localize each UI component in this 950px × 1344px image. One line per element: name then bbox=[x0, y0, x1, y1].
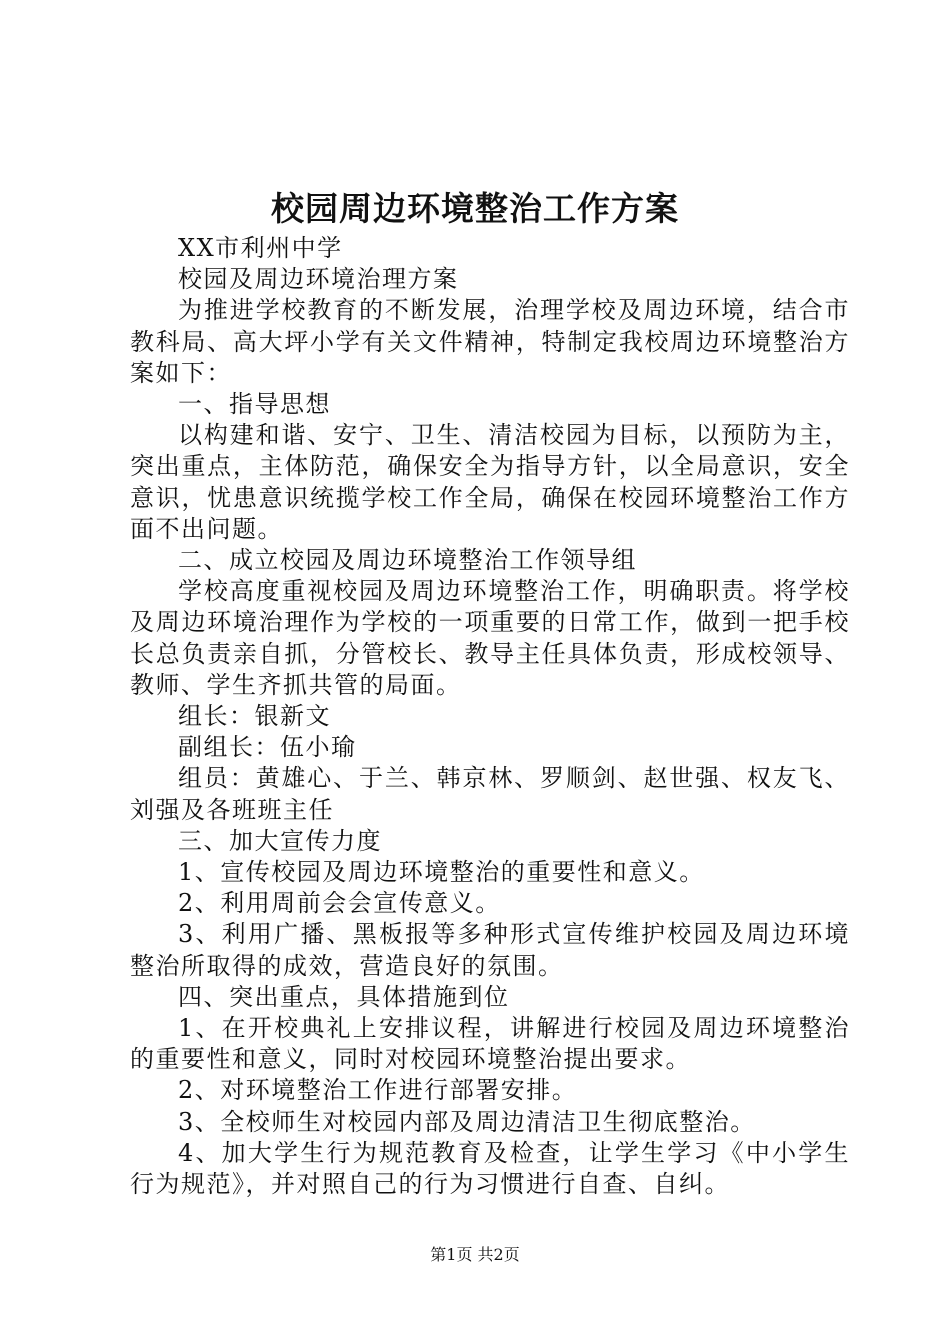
list-item: 3、利用广播、黑板报等多种形式宣传维护校园及周边环境整治所取得的成效，营造良好的氛围。 bbox=[130, 920, 850, 980]
paragraph-intro: 为推进学校教育的不断发展，治理学校及周边环境，结合市教科局、高大坪小学有关文件精神，特制定我校周边环境整治方案如下： bbox=[130, 296, 850, 387]
list-item: 2、利用周前会会宣传意义。 bbox=[178, 889, 501, 918]
page-footer: 第1页 共2页 bbox=[430, 1245, 520, 1264]
paragraph-school-name: XX市利州中学 bbox=[178, 234, 343, 262]
paragraph-section-1: 以构建和谐、安宁、卫生、清洁校园为目标，以预防为主，突出重点，主体防范，确保安全为指导方针，以全局意识，安全意识，忧患意识统揽学校工作全局，确保在校园环境整治工作方面不出问题。 bbox=[130, 421, 850, 543]
list-item: 4、加大学生行为规范教育及检查，让学生学习《中小学生行为规范》，并对照自己的行为习惯进行自查、自纠。 bbox=[130, 1138, 850, 1199]
paragraph-group-leader: 组长：银新文 bbox=[178, 702, 331, 731]
heading-section-4: 四、突出重点，具体措施到位 bbox=[178, 982, 510, 1011]
heading-section-2: 二、成立校园及周边环境整治工作领导组 bbox=[178, 546, 637, 575]
paragraph-section-2: 学校高度重视校园及周边环境整治工作，明确职责。将学校及周边环境治理作为学校的一项重要的日常工作，做到一把手校长总负责亲自抓，分管校长、教导主任具体负责，形成校领导、教师、学生齐抓共管的局面。 bbox=[130, 577, 850, 699]
paragraph-plan-name: 校园及周边环境治理方案 bbox=[178, 265, 459, 294]
document-title: 校园周边环境整治工作方案 bbox=[271, 189, 679, 228]
list-item: 1、在开校典礼上安排议程，讲解进行校园及周边环境整治的重要性和意义，同时对校园环境整治提出要求。 bbox=[130, 1014, 850, 1074]
paragraph-deputy-leader: 副组长：伍小瑜 bbox=[178, 733, 357, 762]
paragraph-group-members: 组员：黄雄心、于兰、韩京林、罗顺剑、赵世强、权友飞、刘强及各班班主任 bbox=[130, 764, 850, 824]
list-item: 3、全校师生对校园内部及周边清洁卫生彻底整治。 bbox=[178, 1107, 756, 1136]
document-body bbox=[130, 233, 850, 1200]
list-item: 1、宣传校园及周边环境整治的重要性和意义。 bbox=[178, 858, 705, 887]
heading-section-1: 一、指导思想 bbox=[178, 390, 331, 419]
list-item: 2、对环境整治工作进行部署安排。 bbox=[178, 1076, 578, 1105]
heading-section-3: 三、加大宣传力度 bbox=[178, 826, 382, 855]
